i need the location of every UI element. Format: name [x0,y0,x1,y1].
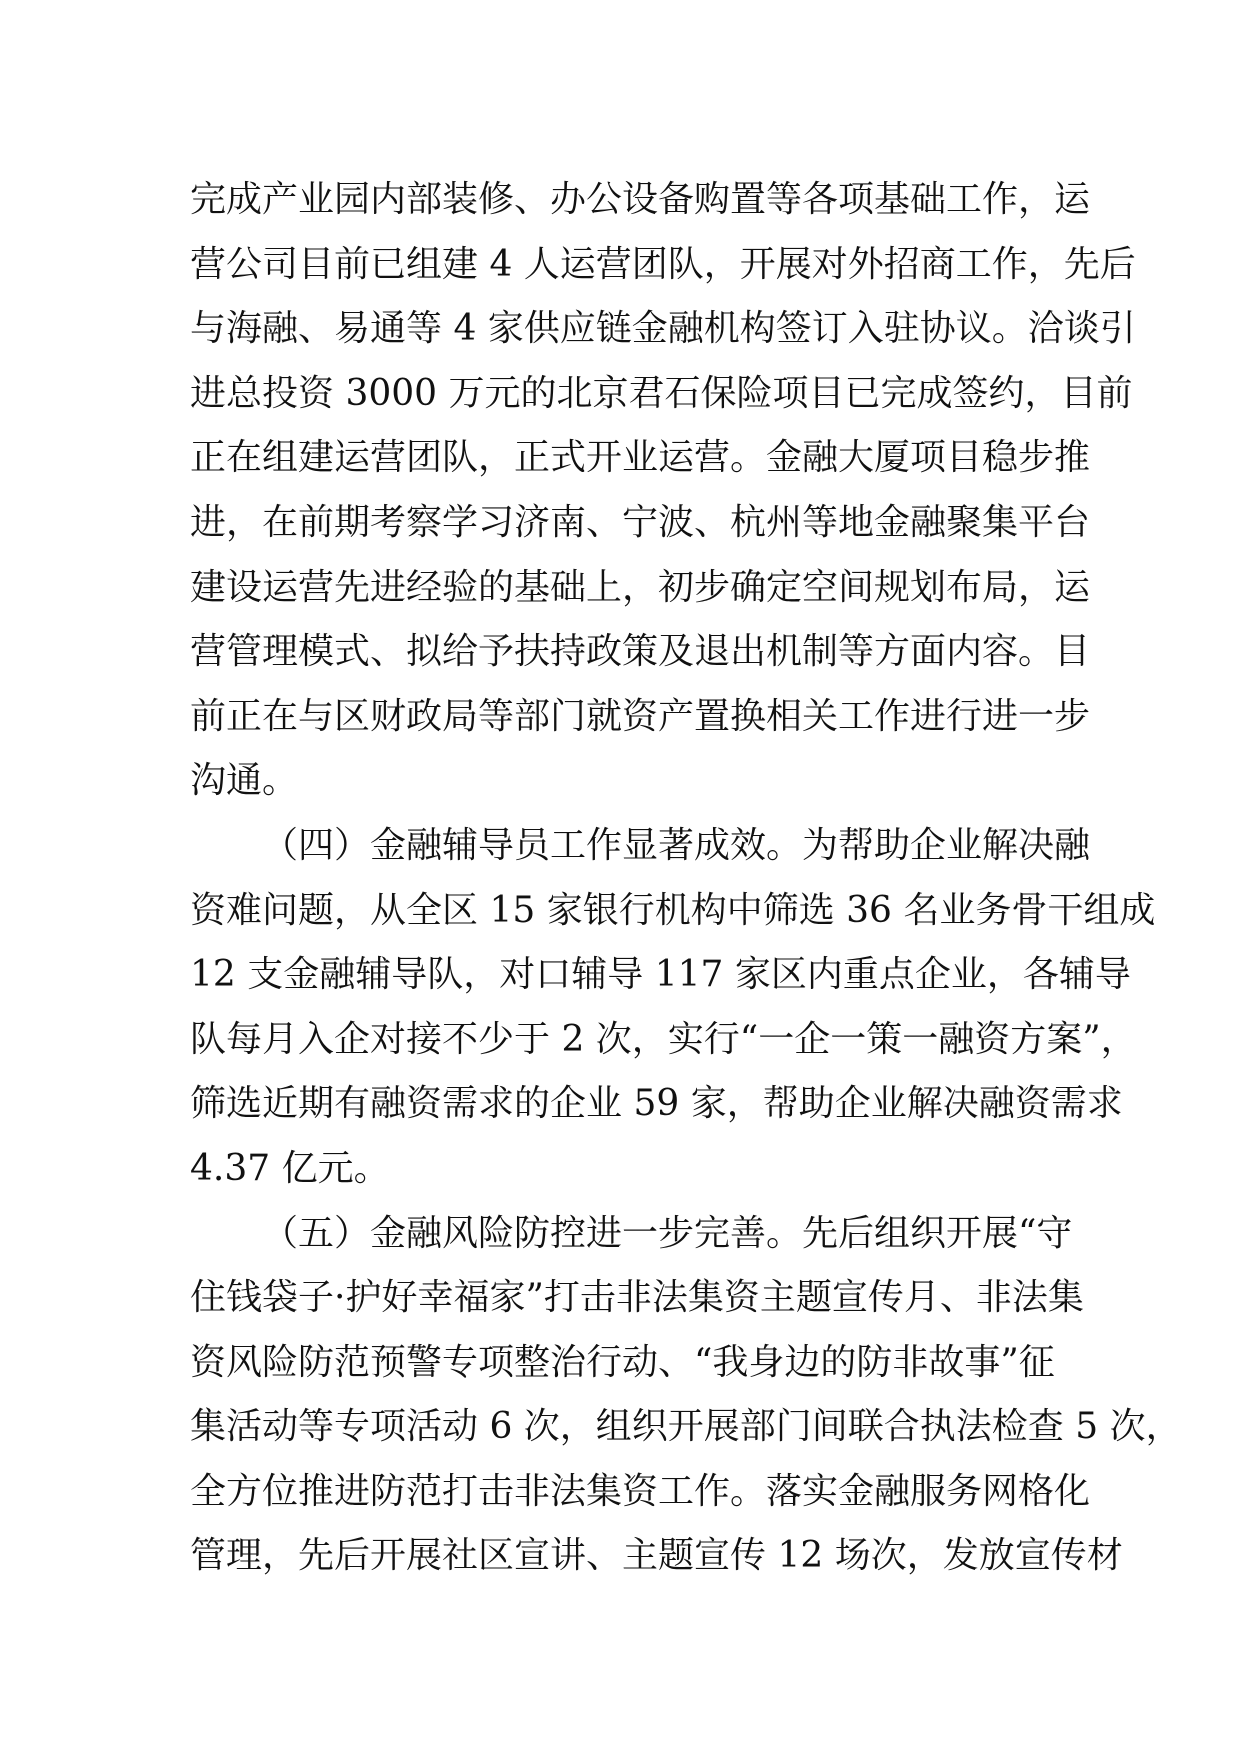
text-line: 沟通。 [190,760,299,802]
section-heading-line: （四）金融辅导员工作显著成效。为帮助企业解决融 [262,824,1091,866]
text-line: 筛选近期有融资需求的企业 59 家，帮助企业解决融资需求 [190,1083,1123,1125]
section-heading-line: （五）金融风险防控进一步完善。先后组织开展“守 [262,1212,1073,1254]
text-line: 管理，先后开展社区宣讲、主题宣传 12 场次，发放宣传材 [190,1535,1123,1577]
text-line: 建设运营先进经验的基础上，初步确定空间规划布局，运 [190,566,1091,608]
body-text [190,168,1182,1589]
text-line: 资风险防范预警专项整治行动、“我身边的防非故事”征 [190,1341,1055,1383]
text-line: 进，在前期考察学习济南、宁波、杭州等地金融聚集平台 [190,501,1091,543]
text-line: 资难问题，从全区 15 家银行机构中筛选 36 名业务骨干组成 [190,889,1156,931]
text-line: 全方位推进防范打击非法集资工作。落实金融服务网格化 [190,1470,1091,1512]
text-line: 完成产业园内部装修、办公设备购置等各项基础工作，运 [190,179,1091,220]
text-line: 队每月入企对接不少于 2 次，实行“一企一策一融资方案”， [190,1018,1137,1060]
text-line: 前正在与区财政局等部门就资产置换相关工作进行进一步 [190,695,1091,737]
text-line: 营公司目前已组建 4 人运营团队，开展对外招商工作，先后 [190,243,1136,285]
text-line: 住钱袋子·护好幸福家”打击非法集资主题宣传月、非法集 [190,1277,1084,1319]
text-line: 12 支金融辅导队，对口辅导 117 家区内重点企业，各辅导 [190,954,1131,996]
text-line: 4.37 亿元。 [190,1147,390,1189]
text-line: 集活动等专项活动 6 次，组织开展部门间联合执法检查 5 次， [190,1406,1182,1448]
text-line: 与海融、易通等 4 家供应链金融机构签订入驻协议。洽谈引 [190,308,1136,350]
text-line: 进总投资 3000 万元的北京君石保险项目已完成签约，目前 [190,372,1133,414]
text-line: 正在组建运营团队，正式开业运营。金融大厦项目稳步推 [190,437,1091,479]
text-line: 营管理模式、拟给予扶持政策及退出机制等方面内容。目 [190,631,1091,673]
